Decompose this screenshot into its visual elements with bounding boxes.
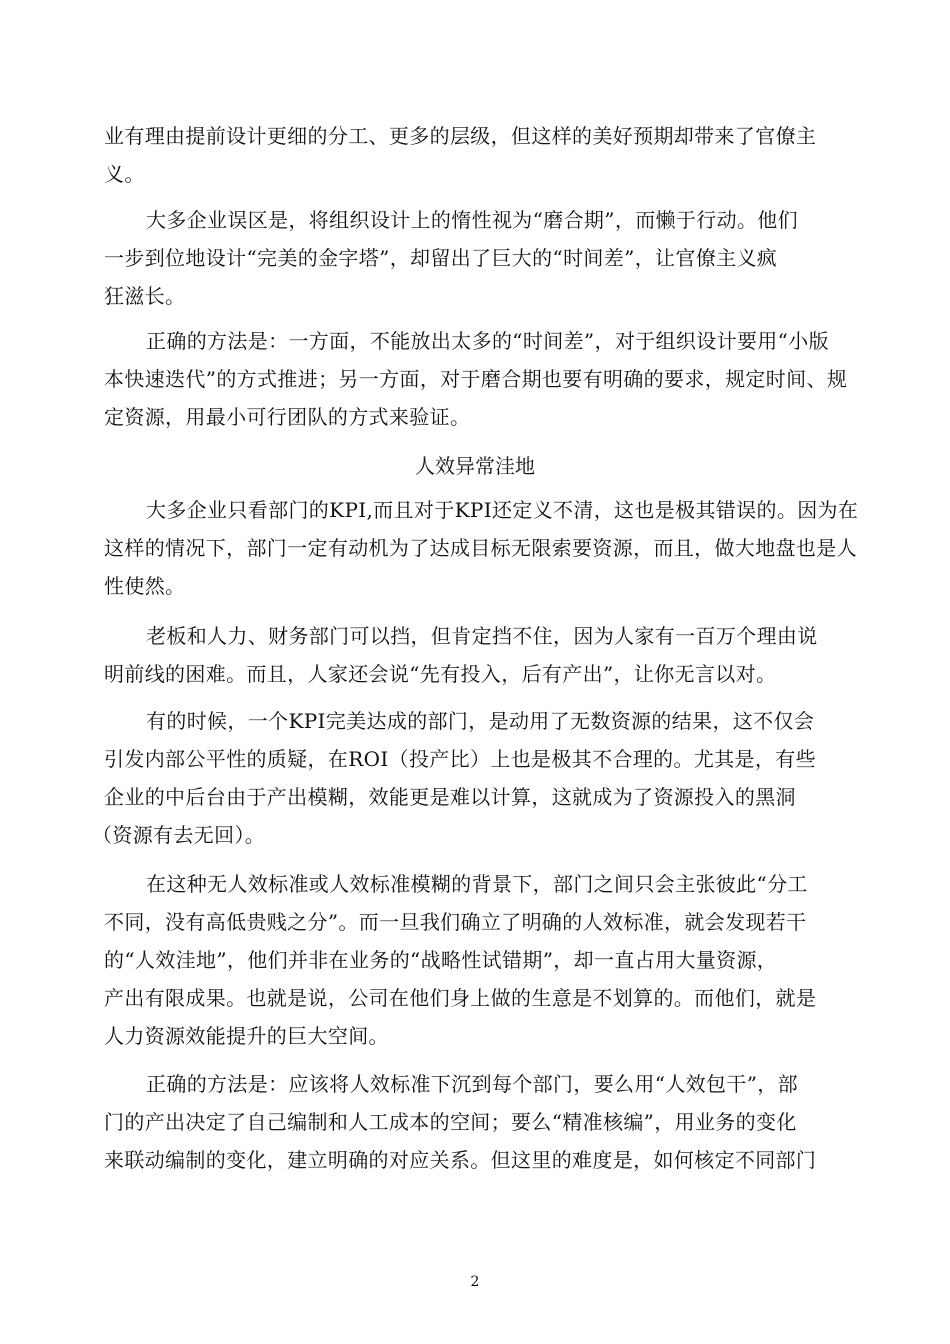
text-line: 义。 bbox=[104, 162, 145, 186]
text-line: 定资源，用最小可行团队的方式来验证。 bbox=[104, 405, 471, 429]
text-line: 本快速迭代”的方式推进；另一方面，对于磨合期也要有明确的要求，规定时间、规 bbox=[104, 367, 848, 391]
text-line: 正确的方法是：应该将人效标准下沉到每个部门，要么用“人效包干”，部 bbox=[146, 1072, 798, 1096]
text-line: 来联动编制的变化，建立明确的对应关系。但这里的难度是，如何核定不同部门 bbox=[104, 1148, 817, 1172]
text-line: 不同，没有高低贵贱之分”。而一旦我们确立了明确的人效标准，就会发现若干 bbox=[104, 910, 807, 934]
text-line: 大多企业只看部门的KPI,而且对于KPI还定义不清，这也是极其错误的。因为在 bbox=[146, 498, 859, 522]
text-line: 的“人效洼地”，他们并非在业务的“战略性试错期”，却一直占用大量资源， bbox=[104, 948, 778, 972]
text-line: 门的产出决定了自己编制和人工成本的空间；要么“精准核编”，用业务的变化 bbox=[104, 1110, 797, 1134]
text-line: 明前线的困难。而且，人家还会说“先有投入，后有产出”，让你无言以对。 bbox=[104, 662, 777, 686]
text-line: 引发内部公平性的质疑，在ROI（投产比）上也是极其不合理的。尤其是，有些 bbox=[104, 747, 816, 771]
text-line: 一步到位地设计“完美的金字塔”，却留出了巨大的“时间差”，让官僚主义疯 bbox=[104, 246, 778, 270]
text-line: 大多企业误区是，将组织设计上的惰性视为“磨合期”，而懒于行动。他们 bbox=[146, 208, 798, 232]
text-line: 人力资源效能提升的巨大空间。 bbox=[104, 1024, 389, 1048]
text-line: （资源有去无回）。 bbox=[92, 823, 266, 847]
page-number: 2 bbox=[470, 1274, 480, 1290]
text-line: 产出有限成果。也就是说，公司在他们身上做的生意是不划算的。而他们，就是 bbox=[104, 986, 817, 1010]
text-line: 性使然。 bbox=[104, 574, 186, 598]
text-line: 狂滋长。 bbox=[104, 284, 186, 308]
text-line: 老板和人力、财务部门可以挡，但肯定挡不住，因为人家有一百万个理由说 bbox=[146, 624, 818, 648]
section-heading: 人效异常洼地 bbox=[415, 454, 535, 478]
text-line: 这样的情况下，部门一定有动机为了达成目标无限索要资源，而且，做大地盘也是人 bbox=[104, 536, 857, 560]
text-line: 正确的方法是：一方面，不能放出太多的“时间差”，对于组织设计要用“小版 bbox=[146, 329, 829, 353]
text-line: 在这种无人效标准或人效标准模糊的背景下，部门之间只会主张彼此“分工 bbox=[146, 872, 808, 896]
text-line: 企业的中后台由于产出模糊，效能更是难以计算，这就成为了资源投入的黑洞 bbox=[104, 785, 796, 809]
text-line: 有的时候，一个KPI完美达成的部门，是动用了无数资源的结果，这不仅会 bbox=[146, 709, 815, 733]
text-line: 业有理由提前设计更细的分工、更多的层级，但这样的美好预期却带来了官僚主 bbox=[104, 124, 817, 148]
